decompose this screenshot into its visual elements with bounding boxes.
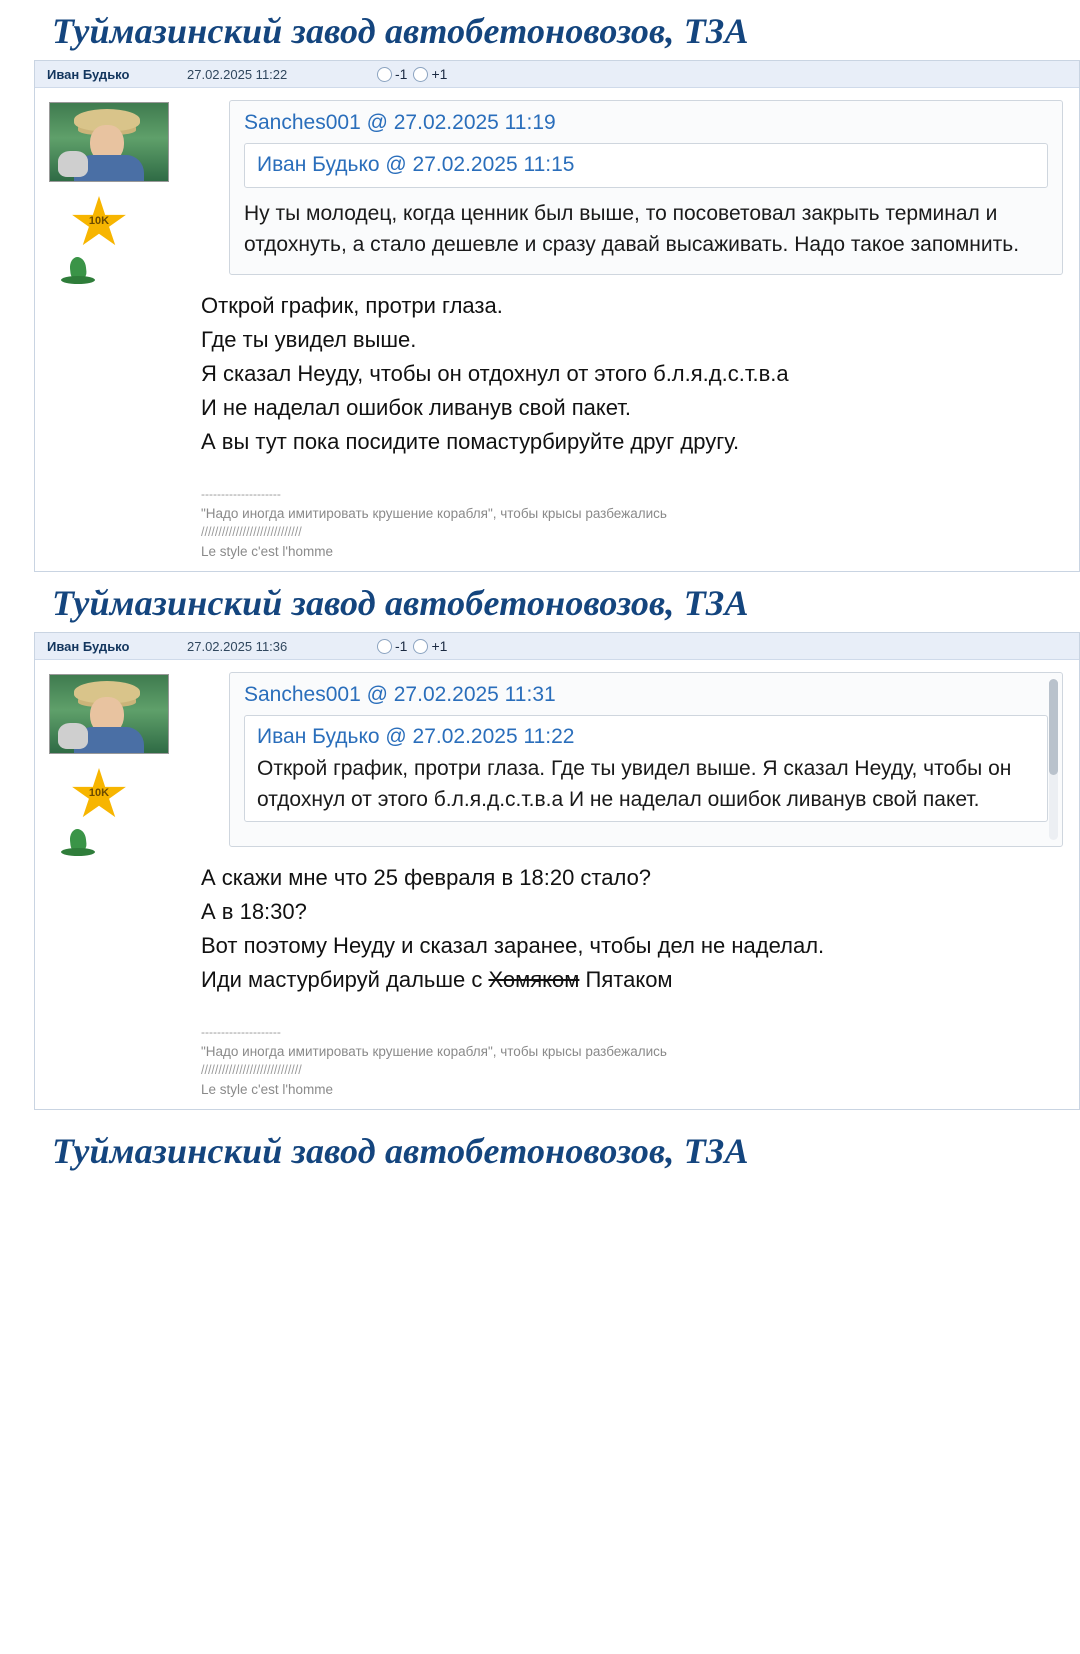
quote-line: И не наделал ошибок ливанув свой пакет. [569, 788, 980, 811]
thread-title-1[interactable]: Туймазинский завод автобетоновозов, ТЗА [52, 11, 749, 51]
quote-line: Открой график, протри глаза. [257, 757, 546, 780]
post-1-userbox [35, 88, 185, 571]
vote-up-label: +1 [431, 638, 448, 654]
quote-inner-header-1[interactable]: Иван Будько @ 27.02.2025 11:15 [257, 153, 575, 176]
signature-dashes: -------------------- [201, 1025, 281, 1039]
avatar[interactable] [49, 674, 169, 754]
quote-scrollbar[interactable] [1049, 679, 1058, 840]
message-strike-suffix: Пятаком [579, 967, 673, 992]
post-1-body [35, 88, 1079, 571]
quote-outer-1 [229, 100, 1063, 275]
star-badge-label: 10K [88, 787, 110, 799]
green-hat-icon [61, 256, 95, 284]
quote-outer-header-2[interactable]: Sanches001 @ 27.02.2025 11:31 [244, 683, 556, 706]
post-2 [34, 632, 1080, 1110]
message-strike-prefix: Иди мастурбируй дальше с [201, 967, 489, 992]
quote-inner-text-2 [257, 753, 1035, 815]
message-line: И не наделал ошибок ливанув свой пакет. [201, 395, 632, 420]
quote-line: Я сказал Неуду, чтобы он отдохнул от этого [257, 757, 1012, 811]
message-tail: А вы тут пока посидите помастурбируйте друг другу. [201, 429, 740, 454]
thread-title-3[interactable]: Туймазинский завод автобетоновозов, ТЗА [52, 1131, 749, 1171]
signature-slashes: ///////////////////////////// [201, 525, 302, 539]
radio-circle-icon [377, 67, 392, 82]
vote-up-button-1[interactable] [413, 66, 447, 82]
vote-down-label: -1 [395, 638, 408, 654]
radio-circle-icon [413, 639, 428, 654]
post-2-body [35, 660, 1079, 1109]
post-1-message [201, 289, 1063, 459]
message-strike-word: Хомяком [488, 967, 580, 992]
message-line: А скажи мне что 25 февраля в 18:20 стало? [201, 865, 652, 890]
hat-brim-shape [61, 276, 95, 284]
quote-outer-header-1[interactable]: Sanches001 @ 27.02.2025 11:19 [244, 111, 556, 134]
hat-brim-shape [61, 848, 95, 856]
signature-french: Le style c'est l'homme [201, 544, 333, 559]
radio-circle-icon [377, 639, 392, 654]
vote-down-button-2[interactable] [377, 638, 407, 654]
message-line: Вот поэтому Неуду и сказал заранее, чтобы дел не наделал. [201, 933, 825, 958]
radio-circle-icon [413, 67, 428, 82]
post-1-votes [377, 66, 447, 82]
quote-scrollbar-thumb[interactable] [1049, 679, 1058, 775]
vote-down-button-1[interactable] [377, 66, 407, 82]
vote-up-button-2[interactable] [413, 638, 447, 654]
star-badge-icon [71, 196, 127, 250]
message-line: Где ты увидел выше. [201, 327, 417, 352]
message-line: Я сказал Неуду, чтобы он отдохнул от этого б.л.я.д.с.т.в.а [201, 361, 789, 386]
post-2-userbox [35, 660, 185, 1109]
post-2-date: 27.02.2025 11:36 [187, 638, 288, 654]
post-1-header [35, 61, 1079, 88]
quote-inner-2 [244, 715, 1048, 822]
quote-outer-2 [229, 672, 1063, 847]
quote-inner-header-2[interactable]: Иван Будько @ 27.02.2025 11:22 [257, 725, 575, 748]
post-2-header [35, 633, 1079, 660]
post-1-author[interactable]: Иван Будько [47, 66, 130, 82]
post-1 [34, 60, 1080, 572]
vote-up-label: +1 [431, 66, 448, 82]
quote-line: б.л.я.д.с.т.в.а [433, 788, 564, 811]
green-hat-icon [61, 828, 95, 856]
post-2-votes [377, 638, 447, 654]
signature-quote: "Надо иногда имитировать крушение корабля", чтобы крысы разбежались [201, 1044, 667, 1059]
quote-line: Где ты увидел выше. [550, 757, 757, 780]
avatar-cat-shape [58, 723, 88, 749]
post-1-signature [201, 485, 1063, 561]
message-line-strike [201, 963, 1063, 997]
quote-inner-1 [244, 143, 1048, 188]
post-1-date: 27.02.2025 11:22 [187, 66, 288, 82]
message-line: Открой график, протри глаза. [201, 293, 503, 318]
signature-french: Le style c'est l'homme [201, 1082, 333, 1097]
section-spacer [0, 1110, 1080, 1120]
avatar-cat-shape [58, 151, 88, 177]
post-2-author[interactable]: Иван Будько [47, 638, 130, 654]
signature-slashes: ///////////////////////////// [201, 1063, 302, 1077]
star-badge-icon [71, 768, 127, 822]
post-2-message [201, 861, 1063, 997]
star-badge-label: 10K [88, 215, 110, 227]
thread-title-2[interactable]: Туймазинский завод автобетоновозов, ТЗА [52, 583, 749, 623]
vote-down-label: -1 [395, 66, 408, 82]
post-1-content [185, 88, 1079, 571]
signature-dashes: -------------------- [201, 487, 281, 501]
message-line: А в 18:30? [201, 899, 307, 924]
avatar[interactable] [49, 102, 169, 182]
signature-quote: "Надо иногда имитировать крушение корабля", чтобы крысы разбежались [201, 506, 667, 521]
post-2-content [185, 660, 1079, 1109]
post-2-signature [201, 1023, 1063, 1099]
quote-outer-text-1: Ну ты молодец, когда ценник был выше, то посоветовал закрыть терминал и отдохнуть, а стало дешевле и сразу давай высаживать. Надо такое запомнить. [244, 202, 1020, 256]
